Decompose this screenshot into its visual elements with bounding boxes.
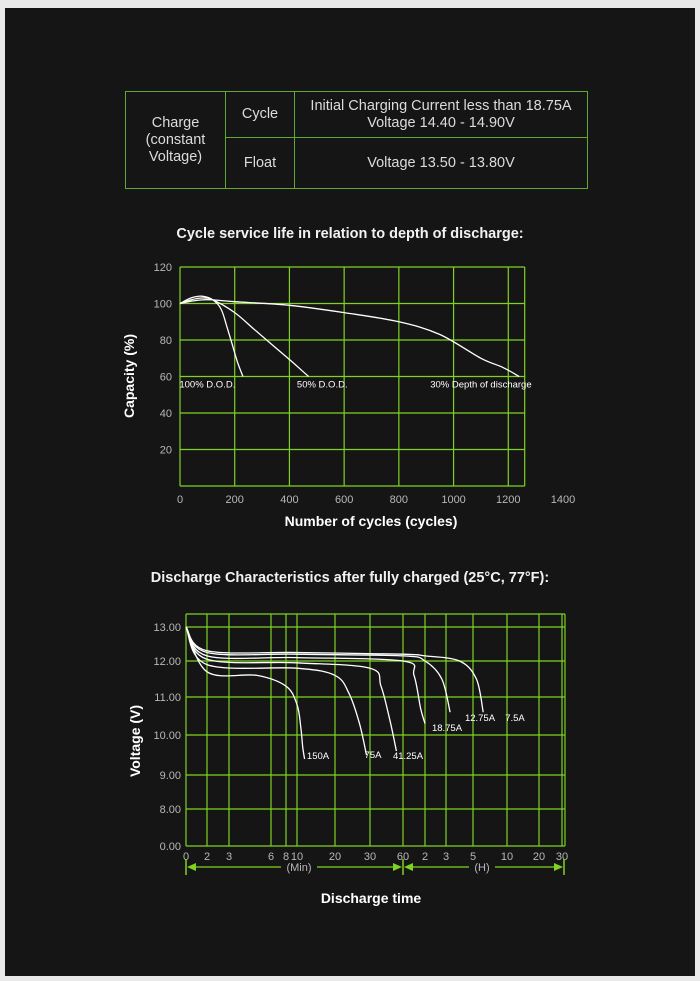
- x-tick-label: 2: [421, 851, 429, 863]
- series-label: 30% Depth of discharge: [430, 379, 532, 391]
- float-value-cell: Voltage 13.50 - 13.80V: [295, 138, 588, 189]
- y-tick-label: 60: [159, 371, 172, 384]
- y-tick-label: 11.00: [154, 692, 181, 704]
- x-tick-label: 1400: [550, 494, 576, 506]
- series-label: 41.25A: [392, 751, 424, 762]
- series-label: 75A: [364, 750, 382, 761]
- y-axis-label: Capacity (%): [121, 333, 137, 419]
- arrow-right-icon: [554, 863, 563, 871]
- y-tick-label: 12.00: [153, 656, 181, 668]
- x-tick-label: 800: [389, 494, 409, 506]
- y-tick-label: 9.00: [159, 770, 181, 782]
- y-tick-label: 13.00: [153, 622, 181, 634]
- x-tick-label: 1200: [496, 494, 521, 506]
- x-tick-label: 1000: [441, 494, 466, 506]
- datasheet-page: [5, 8, 695, 976]
- x-tick-label: 20: [328, 851, 342, 863]
- x-tick-label: 20: [532, 851, 546, 863]
- y-tick-label: 100: [153, 298, 172, 311]
- cycle-current-text: Initial Charging Current less than 18.75A: [310, 97, 572, 114]
- x-tick-label: 60: [396, 851, 410, 863]
- y-tick-label: 0.00: [159, 841, 181, 853]
- y-tick-label: 120: [153, 262, 172, 274]
- x-tick-label: 5: [469, 851, 477, 863]
- x-tick-label: 2: [203, 851, 211, 863]
- arrow-left-icon: [187, 863, 196, 871]
- series-label: 12.75A: [464, 713, 496, 724]
- y-tick-label: 80: [159, 335, 172, 347]
- hours-unit-label: (H): [474, 862, 490, 874]
- x-tick-label: 30: [555, 851, 569, 863]
- x-tick-label: 30: [363, 851, 377, 863]
- series-label: 7.5A: [505, 713, 525, 724]
- series-label: 18.75A: [431, 723, 463, 734]
- series-line: [186, 627, 450, 712]
- series-line: [186, 627, 305, 759]
- x-tick-label: 8: [282, 851, 290, 863]
- minutes-unit-label: (Min): [286, 862, 312, 874]
- x-tick-label: 400: [280, 494, 299, 506]
- y-axis-label: Voltage (V): [127, 704, 143, 778]
- x-axis-label: Discharge time: [320, 890, 422, 906]
- x-tick-label: 6: [267, 851, 275, 863]
- arrow-left-icon: [404, 863, 413, 871]
- arrow-right-icon: [393, 863, 402, 871]
- x-tick-label: 600: [334, 494, 354, 506]
- x-tick-label: 0: [176, 494, 184, 506]
- float-label-cell: Float: [226, 138, 295, 189]
- y-tick-label: 20: [159, 444, 172, 457]
- discharge-chart: [5, 8, 695, 976]
- x-tick-label: 200: [225, 494, 244, 506]
- x-tick-label: 0: [182, 851, 190, 863]
- cycle-life-chart-title: Cycle service life in relation to depth of discharge:: [176, 226, 524, 242]
- cycle-label-cell: Cycle: [226, 92, 295, 138]
- charge-mode-cell: Charge (constant Voltage): [126, 92, 226, 189]
- x-tick-label: 10: [500, 851, 514, 863]
- x-tick-label: 3: [225, 851, 233, 863]
- series-label: 150A: [306, 751, 330, 762]
- y-tick-label: 8.00: [159, 804, 181, 816]
- x-tick-label: 10: [290, 851, 304, 863]
- y-tick-label: 40: [159, 408, 172, 420]
- cycle-voltage-text: Voltage 14.40 - 14.90V: [367, 114, 515, 131]
- series-label: 50% D.O.D.: [296, 379, 348, 391]
- series-label: 100% D.O.D.: [179, 379, 236, 391]
- discharge-chart-title: Discharge Characteristics after fully charged (25°C, 77°F):: [150, 570, 550, 586]
- series-line: [186, 627, 396, 751]
- x-tick-label: 3: [442, 851, 450, 863]
- x-axis-label: Number of cycles (cycles): [284, 513, 458, 529]
- y-tick-label: 10.00: [153, 730, 181, 742]
- series-line: [186, 627, 367, 755]
